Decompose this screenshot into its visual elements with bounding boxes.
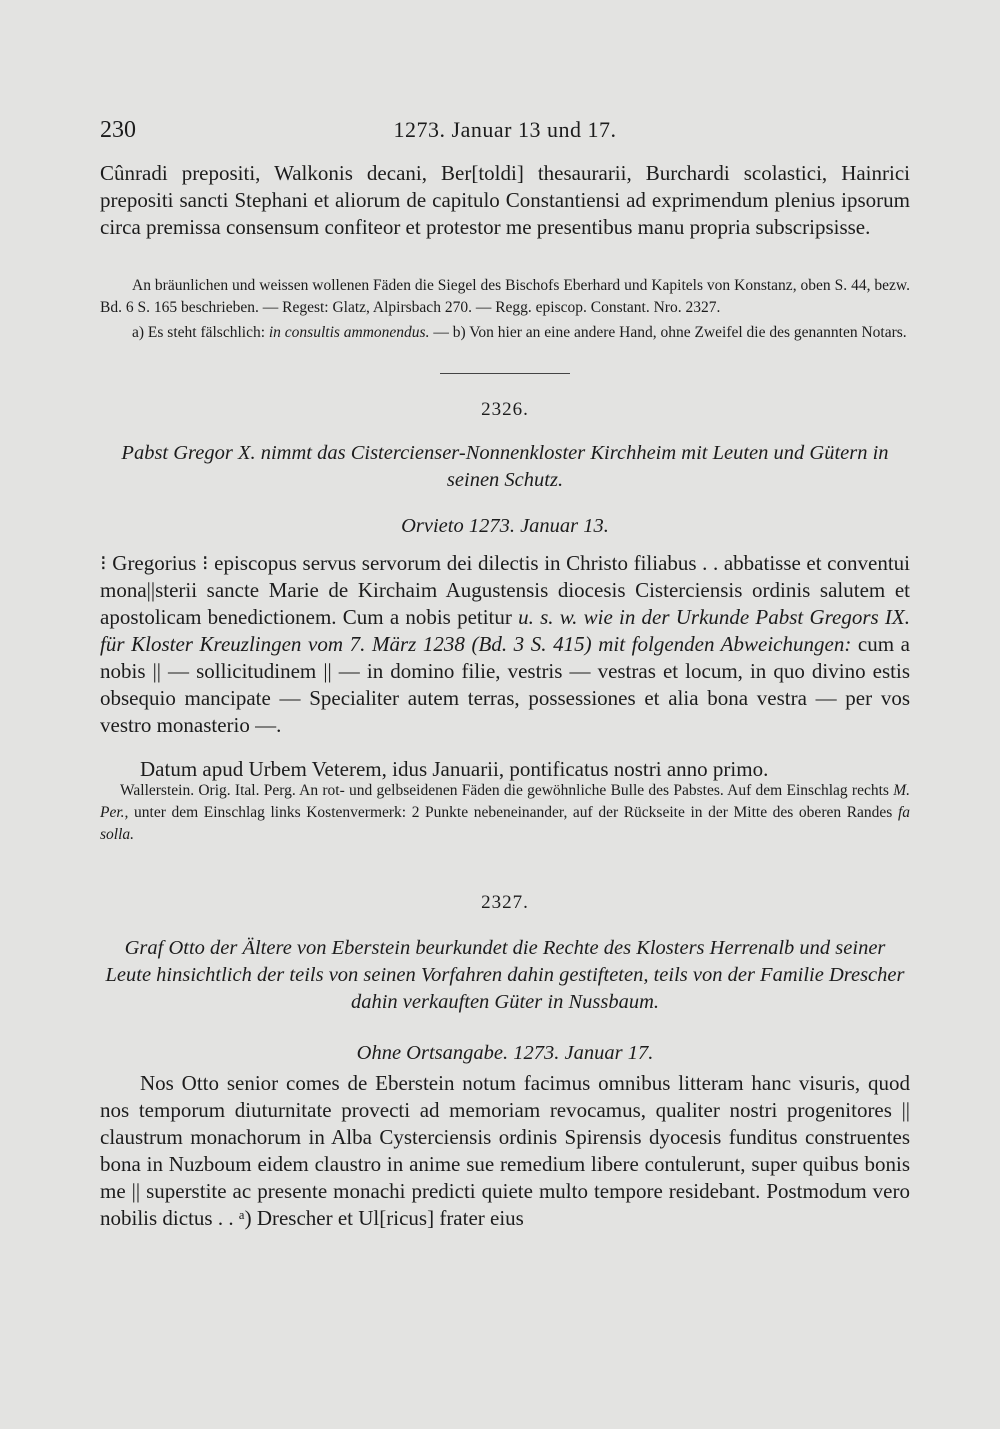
- footnote-a-prefix: a) Es steht fälschlich:: [132, 324, 265, 341]
- charter-2326-editorial: u. s. w. wie in der Urkunde Pabst Gregors IX. für Kloster Kreuzlingen vom 7. März 1238 (Bd. 3 S. 415) mit folgenden Abweichungen:: [100, 605, 910, 656]
- archive-note-2326: [100, 780, 910, 846]
- separator-rule: [440, 373, 570, 374]
- archive-note-italic-2: fa solla.: [100, 804, 911, 843]
- archive-note-italic-1: M. Per.,: [100, 782, 910, 821]
- running-header: [100, 117, 910, 147]
- page-number: 230: [100, 117, 136, 143]
- document-number-2326: 2326.: [481, 399, 529, 420]
- archive-note-part-1: Wallerstein. Orig. Ital. Perg. An rot- und gelbseidenen Fäden die gewöhnliche Bulle des Pabstes. Auf dem Einschlag rechts: [120, 782, 889, 799]
- charter-2326-part-1: ⁝ Gregorius ⁝ episcopus servus servorum dei dilectis in Christo filiabus . . abbatisse et conventui mona||sterii sancte Marie de Kirchaim Augustensis diocesis Cisterciensis ordinis salutem et apostolicam benedictionem. Cum a nobis petitur: [100, 551, 910, 629]
- header-date: 1273. Januar 13 und 17.: [393, 117, 617, 142]
- regest-2327: Graf Otto der Ältere von Eberstein beurkundet die Rechte des Klosters Herrenalb und seiner Leute hinsichtlich der teils von seinen Vorfahren dahin gestifteten, teils von der Familie Drescher dahin verkauften Güter in Nussbaum.: [105, 937, 905, 1013]
- document-number-2327: 2327.: [481, 892, 529, 913]
- footnote-b: — b) Von hier an eine andere Hand, ohne Zweifel die des genannten Notars.: [433, 324, 907, 341]
- charter-text-2327: Nos Otto senior comes de Eberstein notum facimus omnibus litteram hanc visuris, quod nos temporum diuturnitate provecti ad memoriam revocamus, qualiter nostri progenitores || claustrum monachorum in Alba Cysterciensis ordinis Spirensis dyocesis funditus construentes bona in Nuzboum eidem claustro in anime sue remedium libere contulerunt, super quibus bonis me || superstite ac presente monachi predicti quiete multo tempore residebant. Postmodum vero nobilis dictus . . ᵃ) Drescher et Ul[ricus] frater eius: [100, 1071, 910, 1230]
- footnotes: [100, 322, 910, 344]
- footnote-a-italic: in consultis ammonendus.: [268, 324, 430, 341]
- regest-2326: Pabst Gregor X. nimmt das Cistercienser-Nonnenkloster Kirchheim mit Leuten und Gütern in seinen Schutz.: [121, 442, 889, 491]
- archive-note-part-2: unter dem Einschlag links Kostenvermerk: 2 Punkte nebeneinander, auf der Rückseite in der Mitte des oberen Randes: [134, 804, 893, 821]
- datum-2326: Datum apud Urbem Veterem, idus Januarii, pontificatus nostri anno primo.: [140, 757, 769, 781]
- charter-text-2326: [100, 550, 910, 739]
- seal-note: An bräunlichen und weissen wollenen Fäden die Siegel des Bischofs Eberhard und Kapitels von Konstanz, oben S. 44, bezw. Bd. 6 S. 165 beschrieben. — Regest: Glatz, Alpirsbach 270. — Regg. episcop. Constant. Nro. 2327.: [100, 277, 910, 316]
- place-date-2326: Orvieto 1273. Januar 13.: [401, 515, 609, 537]
- continuation-text: Cûnradi prepositi, Walkonis decani, Ber[toldi] thesaurarii, Burchardi scolastici, Hainrici prepositi sancti Stephani et aliorum de capitulo Constantiensi ad exprimendum plenius ipsorum circa premissa consensum confiteor et protestor me presentibus manu propria subscripsisse.: [100, 161, 910, 239]
- place-date-2327: Ohne Ortsangabe. 1273. Januar 17.: [356, 1042, 654, 1064]
- charter-2326-part-2: cum a nobis || — sollicitudinem || — in domino filie, vestris — vestras et locum, in quo divino estis obsequio mancipate — Specialiter autem terras, possessiones et alia bona vestra — per vos vestro monasterio —.: [100, 632, 910, 737]
